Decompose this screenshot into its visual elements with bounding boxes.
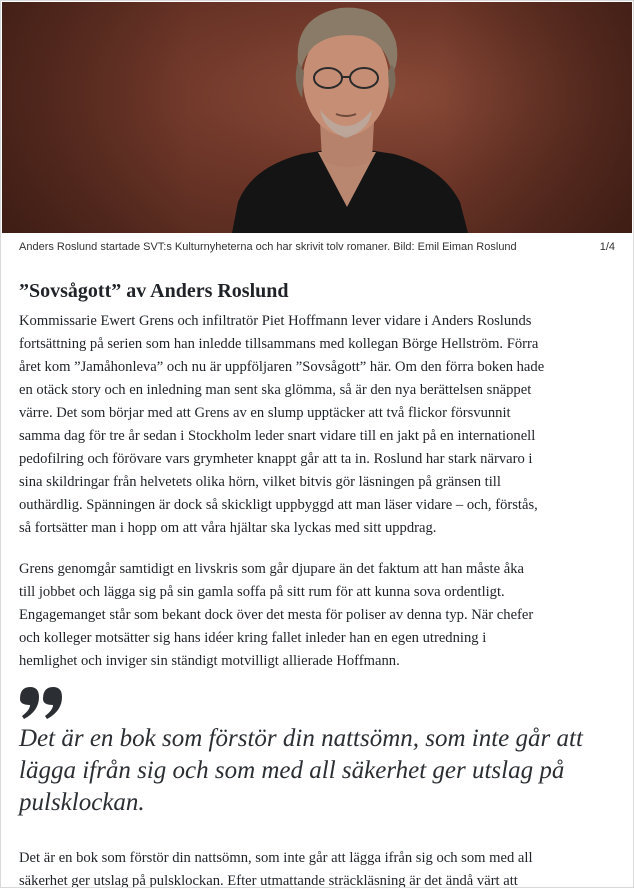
image-caption: [19, 241, 617, 257]
paragraph-line: fortsättning på serien som han inledde tillsammans med kollegan Börge Hellström. Förra: [19, 336, 539, 352]
paragraph-line: sina skildringar från helvetets olika hörn, vilket bitvis gör läsningen på gränsen till: [19, 474, 501, 490]
hero-vignette: [2, 2, 632, 233]
article-paragraph-2: [19, 558, 619, 673]
pull-quote-line: Det är en bok som förstör din nattsömn, som inte går att: [19, 725, 583, 752]
paragraph-line: Engagemanget står som bekant dock över det mesta för poliser av denna typ. När chefer: [19, 607, 534, 623]
paragraph-line: till jobbet och lägga sig på sin gamla soffa på sitt rum för att kunna sova ordentligt.: [19, 584, 505, 600]
paragraph-line: och kolleger motsätter sig hans idéer kring fallet inleder han en egen utredning i: [19, 630, 487, 646]
paragraph-line: pedofilring och förövare vars grymheter knappt går att ta in. Roslund har stark närvaro i: [19, 451, 533, 467]
paragraph-line: hemlighet och inviger sin ständigt motvilligt allierade Hoffmann.: [19, 653, 400, 669]
paragraph-line: outhärdlig. Spänningen är dock så skickligt uppbyggd att man läser vidare – och, förstås,: [19, 497, 538, 513]
paragraph-line: året kom ”Jamåhonleva” och nu är uppföljaren ”Sovsågott” här. Om den förra boken hade: [19, 359, 545, 375]
article-paragraph-3: [19, 847, 619, 888]
pull-quote-line: pulsklockan.: [19, 789, 145, 816]
paragraph-line: samma dag för tre år sedan i Stockholm leder snart vidare till en jakt på en internationell: [19, 428, 536, 444]
paragraph-line: Kommissarie Ewert Grens och infiltratör Piet Hoffmann lever vidare i Anders Roslunds: [19, 313, 532, 329]
quotation-mark-icon: [18, 685, 64, 721]
image-counter[interactable]: 1/4: [599, 241, 615, 253]
hero-image[interactable]: [2, 2, 632, 233]
paragraph-line: Det är en bok som förstör din nattsömn, som inte går att lägga ifrån sig och som med all: [19, 850, 533, 866]
paragraph-line: värre. Det som börjar med att Grens av en slump upptäcker att två flickor försvunnit: [19, 405, 511, 421]
pull-quote-line: lägga ifrån sig och som med all säkerhet ger utslag på: [19, 757, 565, 784]
paragraph-line: så fortsätter man i hopp om att våra hjältar ska lyckas med sitt uppdrag.: [19, 520, 437, 536]
paragraph-line: säkerhet ger utslag på pulsklockan. Efter utmattande sträckläsning är det ändå värt att: [19, 873, 518, 888]
paragraph-line: en otäck story och en inledning man sent ska glömma, så är den nya berättelsen snäppet: [19, 382, 532, 398]
article-heading: ”Sovsågott” av Anders Roslund: [19, 280, 289, 302]
caption-text: Anders Roslund startade SVT:s Kulturnyheterna och har skrivit tolv romaner. Bild: Emil Eiman Roslund: [19, 241, 517, 253]
article-paragraph-1: [19, 310, 619, 540]
paragraph-line: Grens genomgår samtidigt en livskris som går djupare än det faktum att han måste åka: [19, 561, 524, 577]
pull-quote: [19, 723, 619, 819]
